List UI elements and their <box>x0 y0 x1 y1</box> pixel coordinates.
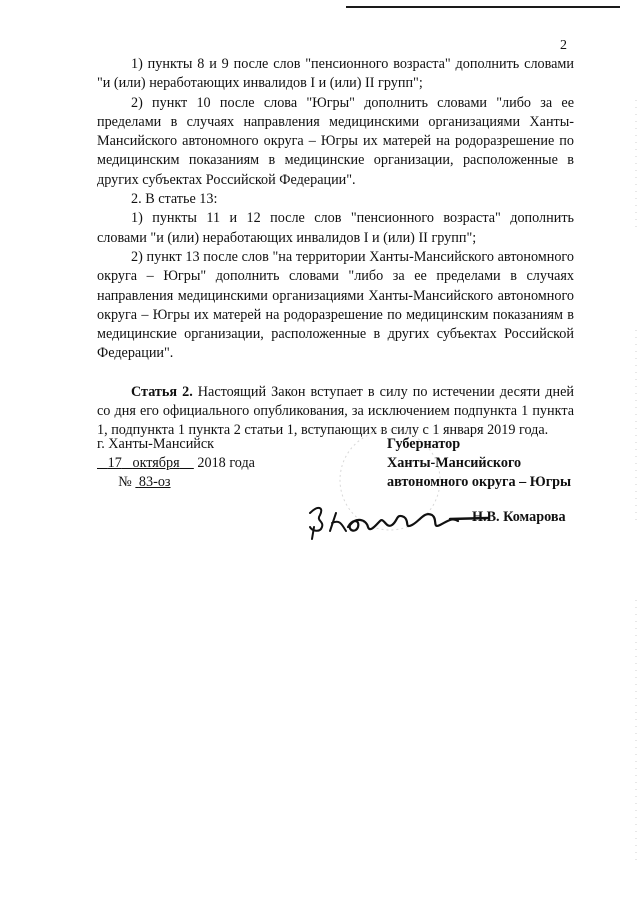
paragraph: 2) пункт 10 после слова "Югры" дополнить словами "либо за ее пределами в случаях направления медицинскими организациями Ханты-Мансийского автономного округа – Югры их матерей на родоразрешение по медицинским показаниям в медицинские организации, расположенные в других субъектах Российской Федерации". <box>97 94 574 188</box>
number-prefix: № <box>118 474 132 490</box>
paragraph: 1) пункты 8 и 9 после слов "пенсионного возраста" дополнить словами "и (или) неработающих инвалидов I и (или) II групп"; <box>97 56 574 92</box>
date-day: 17 <box>107 455 122 471</box>
article-2-label: Статья 2. <box>131 383 193 400</box>
governor-title-line3: автономного округа – Югры <box>387 474 572 490</box>
paragraph: 2. В статье 13: <box>131 191 218 208</box>
date-month: октября <box>132 455 180 471</box>
paragraph: 2) пункт 13 после слов "на территории Ханты-Мансийского автономного округа – Югры" дополнить словами "либо за ее пределами в случаях направления медицинскими организациями Ханты-Мансийского автономного округа – Югры их матерей на родоразрешение по медицинским показаниям в медицинские организации, расположенные в других субъектах Российской Федерации". <box>97 248 574 362</box>
paragraph: 1) пункты 11 и 12 после слов "пенсионного возраста" дополнить словами "и (или) неработающих инвалидов I и (или) II групп"; <box>97 210 574 246</box>
article-2-text: Настоящий Закон вступает в силу по истечении десяти дней со дня его официального опубликования, за исключением подпункта 1 пункта 1, подпункта 1 пункта 2 статьи 1, вступающих в силу с 1 января 2019 года. <box>97 383 575 439</box>
city: г. Ханты-Мансийск <box>97 436 215 452</box>
governor-title-line1: Губернатор <box>387 436 461 452</box>
document-body <box>97 55 574 441</box>
law-number <box>97 473 297 492</box>
number-value: 83-оз <box>138 474 171 490</box>
place-and-date <box>97 435 297 492</box>
governor-name: Н.В. Комарова <box>472 509 566 525</box>
handwritten-signature <box>300 495 490 545</box>
governor-title-line2: Ханты-Мансийского <box>387 455 522 471</box>
signing-date <box>97 454 297 473</box>
date-year: 2018 года <box>197 455 255 471</box>
scan-edge-marks <box>632 0 640 905</box>
governor-title <box>387 435 587 492</box>
page-number: 2 <box>560 38 567 53</box>
top-rule <box>346 6 620 8</box>
